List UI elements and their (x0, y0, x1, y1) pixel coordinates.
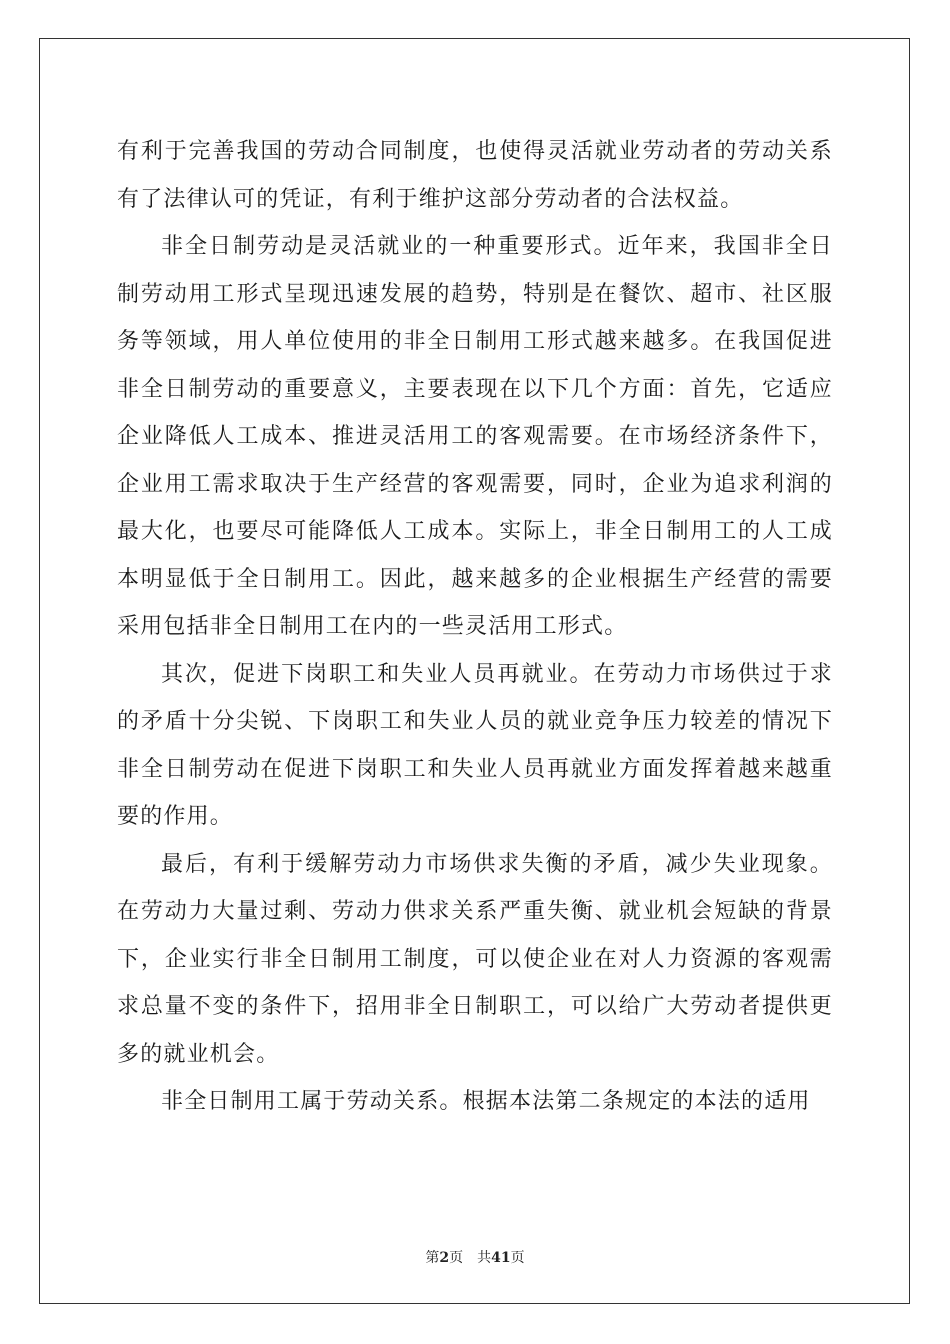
paragraph-4: 最后，有利于缓解劳动力市场供求失衡的矛盾，减少失业现象。在劳动力大量过剩、劳动力供求关系严重失衡、就业机会短缺的背景下，企业实行非全日制用工制度，可以使企业在对人力资源的客观需求总量不变的条件下，招用非全日制职工，可以给广大劳动者提供更多的就业机会。 (117, 851, 833, 1067)
total-pages: 41 (491, 1250, 511, 1266)
page-footer (0, 1248, 950, 1268)
page-prefix: 第 (425, 1250, 440, 1266)
total-suffix: 页 (510, 1250, 525, 1266)
page-suffix: 页 (449, 1250, 464, 1266)
paragraph-3: 其次，促进下岗职工和失业人员再就业。在劳动力市场供过于求的矛盾十分尖锐、下岗职工和失业人员的就业竞争压力较差的情况下非全日制劳动在促进下岗职工和失业人员再就业方面发挥着越来越重要的作用。 (117, 661, 833, 829)
paragraph-5: 非全日制用工属于劳动关系。根据本法第二条规定的本法的适用 (161, 1089, 811, 1114)
page-number: 2 (439, 1250, 450, 1266)
paragraph-2: 非全日制劳动是灵活就业的一种重要形式。近年来，我国非全日制劳动用工形式呈现迅速发展的趋势，特别是在餐饮、超市、社区服务等领域，用人单位使用的非全日制用工形式越来越多。在我国促进非全日制劳动的重要意义，主要表现在以下几个方面：首先，它适应企业降低人工成本、推进灵活用工的客观需要。在市场经济条件下，企业用工需求取决于生产经营的客观需要，同时，企业为追求利润的最大化，也要尽可能降低人工成本。实际上，非全日制用工的人工成本明显低于全日制用工。因此，越来越多的企业根据生产经营的需要采用包括非全日制用工在内的一些灵活用工形式。 (117, 234, 833, 639)
total-prefix: 共 (477, 1250, 492, 1266)
document-body (117, 128, 833, 1126)
paragraph-1: 有利于完善我国的劳动合同制度，也使得灵活就业劳动者的劳动关系有了法律认可的凭证，有利于维护这部分劳动者的合法权益。 (117, 139, 833, 212)
